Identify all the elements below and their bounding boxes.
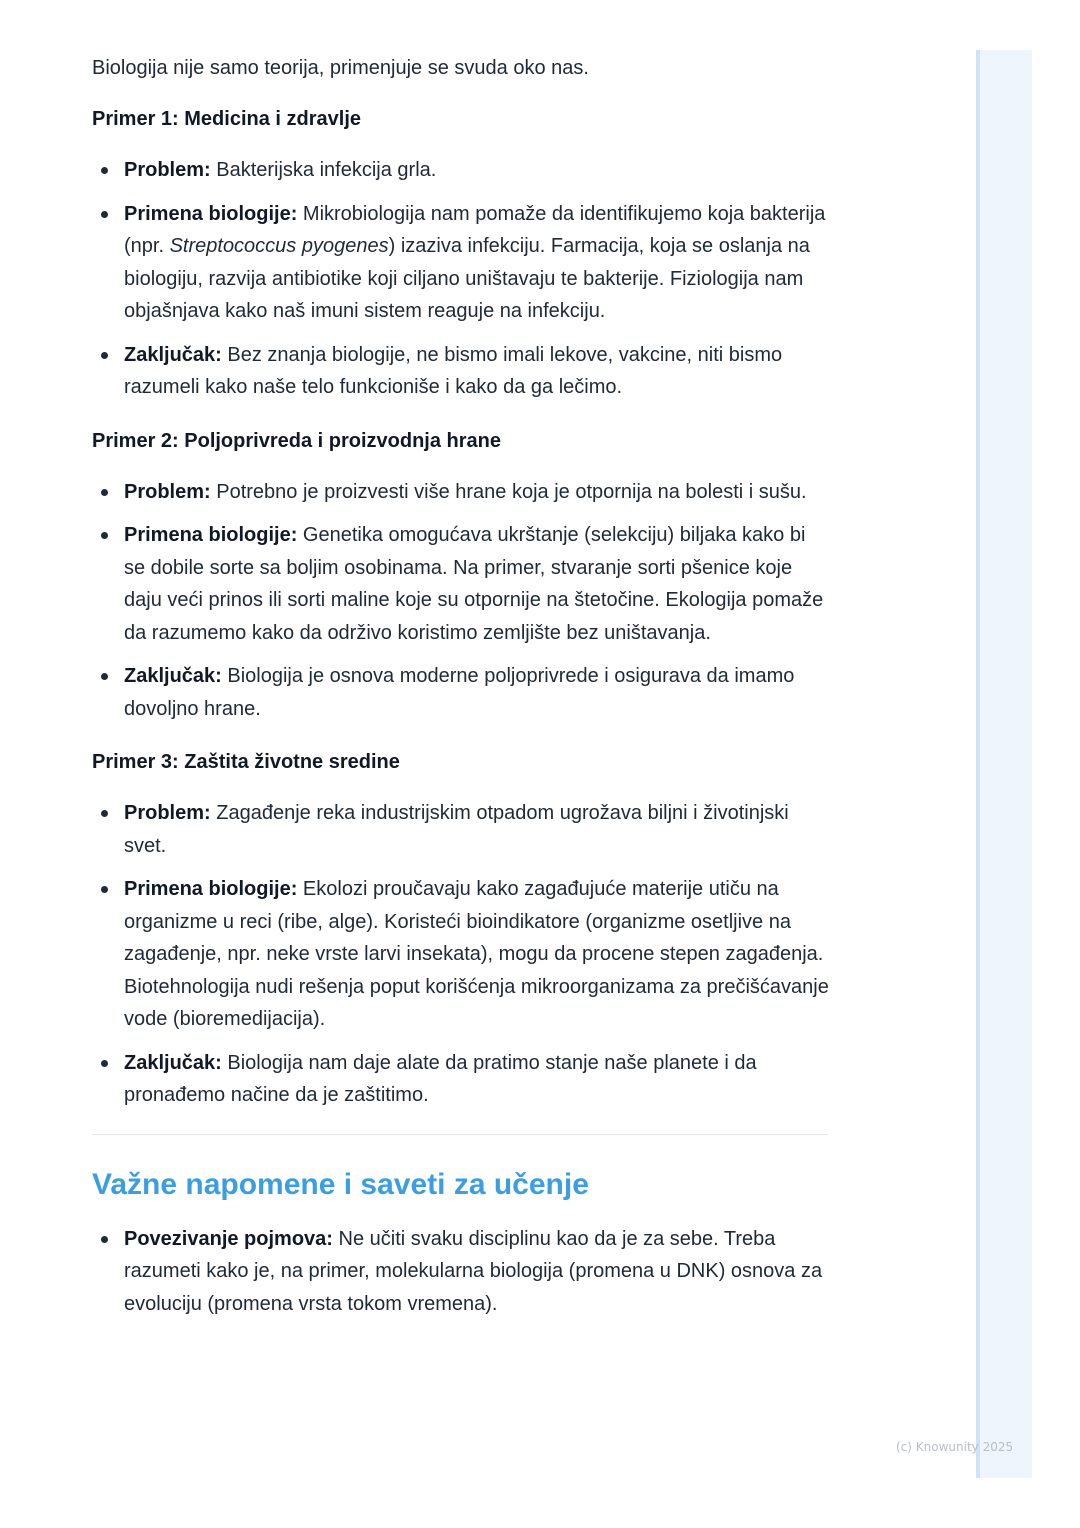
example-3-heading: Primer 3: Zaštita životne sredine [92, 751, 400, 773]
list-item: Problem: Zagađenje reka industrijskim otpadom ugrožava biljni i životinjski svet. [92, 797, 832, 862]
list-item: Problem: Potrebno je proizvesti više hrane koja je otpornija na bolesti i sušu. [92, 476, 832, 509]
side-panel [976, 50, 1032, 1478]
watermark: (c) Knowunity 2025 [896, 1440, 1014, 1454]
list-item: Primena biologije: Ekolozi proučavaju kako zagađujuće materije utiču na organizme u reci (ribe, alge). Koristeći bioindikatore (organizme osetljive na zagađenje, npr. neke vrste larvi insekata), mogu da procene stepen zagađenja. Biotehnologija nudi rešenja poput korišćenja mikroorganizama za prečišćavanje vode (bioremedijacija). [92, 873, 832, 1036]
section-divider [92, 1134, 828, 1135]
tips-list [92, 1223, 832, 1321]
list-item: Primena biologije: Mikrobiologija nam pomaže da identifikujemo koja bakterija (npr. Streptococcus pyogenes) izaziva infekciju. Farmacija, koja se oslanja na biologiju, razvija antibiotike koji ciljano uništavaju te bakterije. Fiziologija nam objašnjava kako naš imuni sistem reaguje na infekciju. [92, 198, 832, 328]
list-item: Problem: Bakterijska infekcija grla. [92, 154, 832, 187]
tips-heading: Važne napomene i saveti za učenje [92, 1167, 589, 1201]
example-2-list [92, 476, 832, 726]
example-2-heading: Primer 2: Poljoprivreda i proizvodnja hrane [92, 429, 501, 452]
list-item: Zaključak: Biologija nam daje alate da pratimo stanje naše planete i da pronađemo načine da je zaštitimo. [92, 1047, 832, 1112]
document-body [92, 52, 832, 1342]
species-name: Streptococcus pyogenes [169, 235, 389, 257]
intro-text: Biologija nije samo teorija, primenjuje se svuda oko nas. [92, 57, 589, 79]
example-1-heading: Primer 1: Medicina i zdravlje [92, 108, 361, 130]
example-1-list [92, 154, 832, 404]
list-item: Povezivanje pojmova: Ne učiti svaku disciplinu kao da je za sebe. Treba razumeti kako je, na primer, molekularna biologija (promena u DNK) osnova za evoluciju (promena vrsta tokom vremena). [92, 1223, 832, 1321]
list-item: Zaključak: Bez znanja biologije, ne bismo imali lekove, vakcine, niti bismo razumeli kako naše telo funkcioniše i kako da ga lečimo. [92, 339, 832, 404]
list-item: Zaključak: Biologija je osnova moderne poljoprivrede i osigurava da imamo dovoljno hrane. [92, 660, 832, 725]
example-3-list [92, 797, 832, 1112]
list-item: Primena biologije: Genetika omogućava ukrštanje (selekciju) biljaka kako bi se dobile sorte sa boljim osobinama. Na primer, stvaranje sorti pšenice koje daju veći prinos ili sorti maline koje su otpornije na štetočine. Ekologija pomaže da razumemo kako da održivo koristimo zemljište bez uništavanja. [92, 519, 832, 649]
